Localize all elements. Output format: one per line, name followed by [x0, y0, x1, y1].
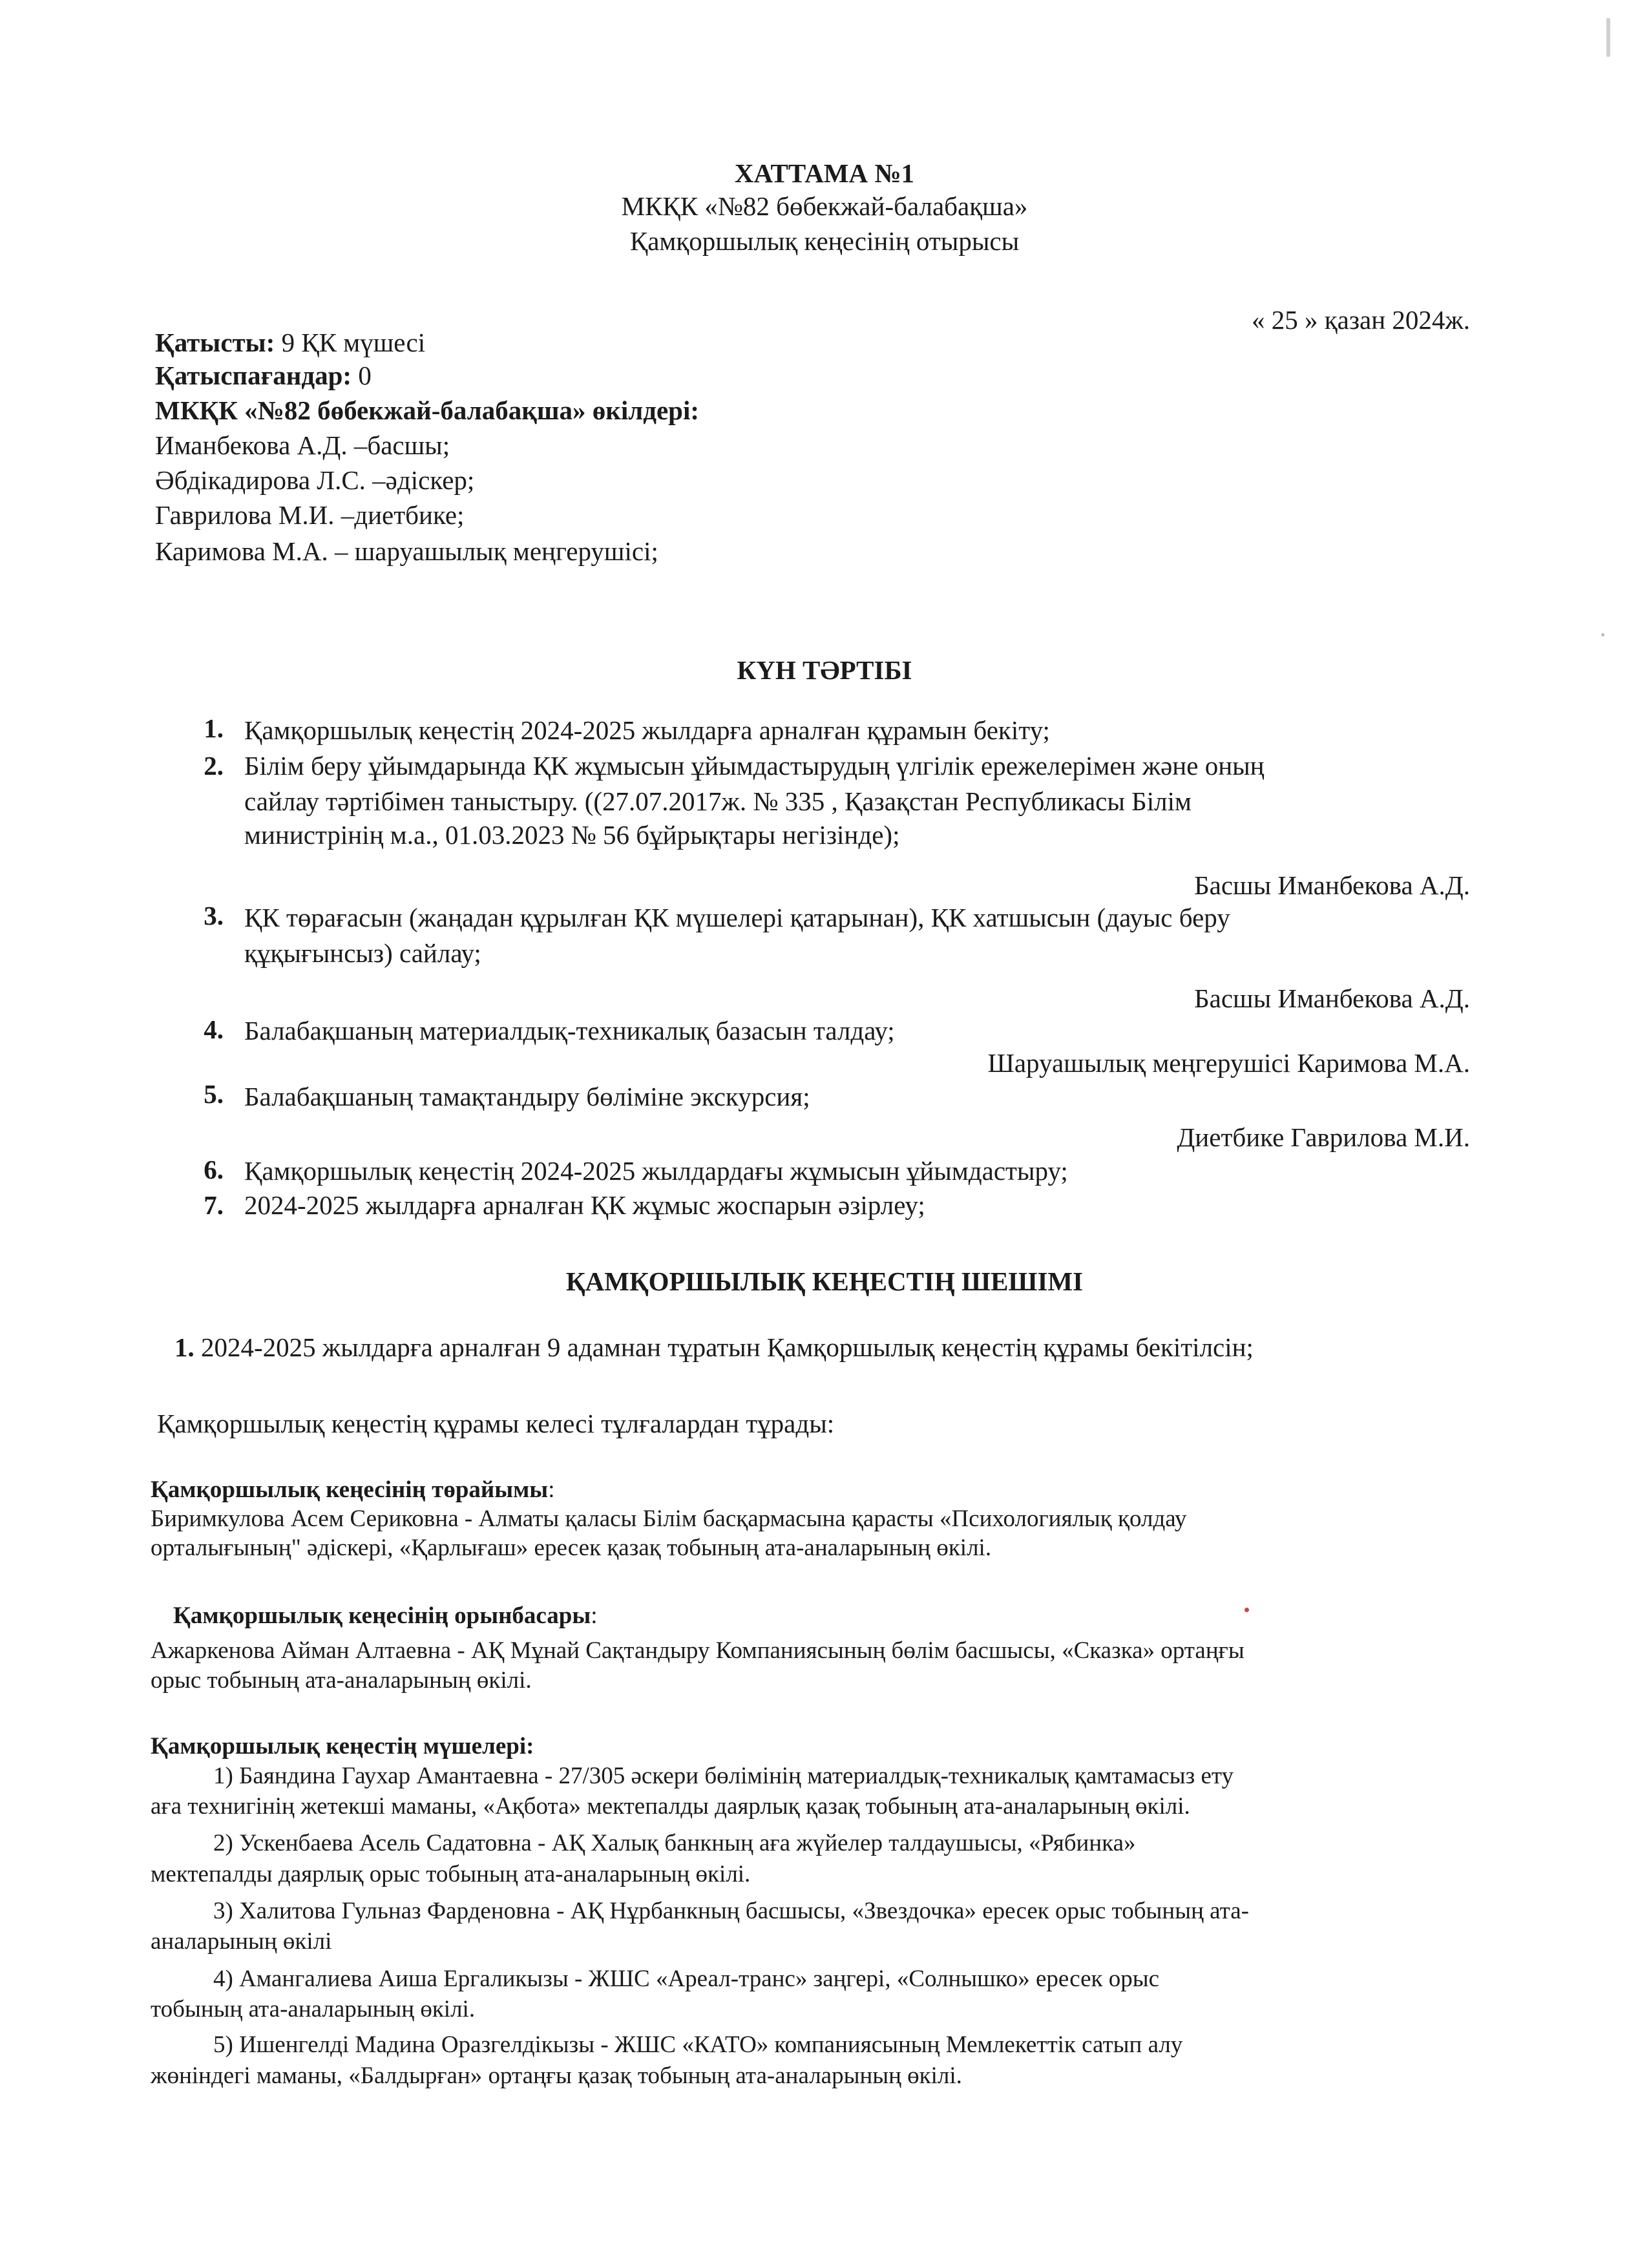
agenda-item-text: Балабақшаның тамақтандыру бөліміне экскурсия;: [244, 1082, 810, 1111]
representative-item: Каримова М.А. – шаруашылық меңгерушісі;: [155, 536, 658, 566]
members-heading: Қамқоршылық кеңестің мүшелері:: [151, 1733, 534, 1759]
composition-intro: Қамқоршылық кеңестің құрамы келесі тұлғалардан тұрады:: [157, 1409, 835, 1438]
absent-value: 0: [352, 361, 372, 390]
deputy-description: орыс тобының ата-аналарының өкілі.: [151, 1667, 532, 1694]
chair-label: Қамқоршылық кеңесінің төрайымы: [151, 1476, 549, 1503]
agenda-item-text: ҚК төрағасын (жаңадан құрылған ҚК мүшелері қатарынан), ҚК хатшысын (дауыс беру: [244, 903, 1230, 932]
attendance-absent: [155, 359, 372, 392]
agenda-item-number: 6.: [204, 1155, 224, 1184]
chair-description: орталығының" әдіскері, «Қарлығаш» ересек қазақ тобының ата-аналарының өкілі.: [151, 1535, 992, 1561]
chair-description: Биримкулова Асем Сериковна - Алматы қаласы Білім басқармасына қарасты «Психологиялық қолдау: [151, 1506, 1187, 1532]
agenda-item-number: 5.: [204, 1079, 224, 1109]
scan-speck: [1601, 633, 1604, 636]
member-item: 5) Ишенгелді Мадина Оразгелдікызы - ЖШС «КАТО» компаниясының Мемлекеттік сатып алу: [213, 2032, 1183, 2058]
member-item: аға технигінің жетекші маманы, «Ақбота» мектепалды даярлық қазақ тобының ата-аналарының өкілі.: [151, 1793, 1190, 1820]
agenda-item-text: Қамқоршылық кеңестің 2024-2025 жылдардағы жұмысын ұйымдастыру;: [244, 1156, 1068, 1186]
member-item: 1) Баяндина Гаухар Амантаевна - 27/305 әскери бөлімінің материалдық-техникалық қамтамасыз ету: [213, 1763, 1234, 1789]
agenda-item-responsible: Басшы Иманбекова А.Д.: [1194, 983, 1470, 1013]
absent-label: Қатыспағандар:: [155, 361, 352, 390]
meeting-date: « 25 » қазан 2024ж.: [1251, 305, 1470, 335]
member-item: аналарының өкілі: [151, 1928, 332, 1955]
member-item: 4) Амангалиева Аиша Ергаликызы - ЖШС «Ареал-транс» заңгері, «Солнышко» ересек орыс: [213, 1966, 1160, 1992]
member-item: 3) Халитова Гульназ Фарденовна - АҚ Нұрбанкның басшысы, «Звездочка» ересек орыс тобының ата-: [213, 1898, 1249, 1924]
decision-item-text: 2024-2025 жылдарға арналған 9 адамнан тұратын Қамқоршылық кеңестің құрамы бекітілсін;: [194, 1332, 1254, 1362]
document-title: ХАТТАМА №1: [734, 158, 915, 188]
member-item: жөніндегі маманы, «Балдырған» ортаңғы қазақ тобының ата-аналарының өкілі.: [151, 2063, 962, 2089]
decision-item-1: [174, 1331, 1254, 1363]
scan-mark: [1606, 18, 1610, 57]
agenda-item-number: 7.: [204, 1190, 224, 1220]
agenda-item-responsible: Басшы Иманбекова А.Д.: [1194, 870, 1470, 900]
agenda-item-text: 2024-2025 жылдарға арналған ҚК жұмыс жоспарын әзірлеу;: [244, 1190, 925, 1220]
representative-item: Иманбекова А.Д. –басшы;: [155, 430, 450, 460]
agenda-item-number: 4.: [204, 1014, 224, 1044]
member-item: мектепалды даярлық орыс тобының ата-аналарының өкілі.: [151, 1861, 751, 1887]
scan-speck: [1245, 1608, 1249, 1612]
chair-section: Қамқоршылық кеңесінің төрайымы:: [151, 1476, 555, 1503]
agenda-item-number: 2.: [204, 751, 224, 781]
agenda-item-number: 1.: [204, 713, 224, 743]
present-value: 9 ҚК мүшесі: [275, 328, 426, 357]
agenda-item-text: сайлау тәртібімен таныстыру. ((27.07.2017ж. № 335 , Қазақстан Республикасы Білім: [244, 786, 1192, 816]
agenda-item-text: құқығынсыз) сайлау;: [244, 938, 481, 968]
document-subtitle: Қамқоршылық кеңесінің отырысы: [629, 226, 1020, 256]
agenda-item-responsible: Шаруашылық меңгерушісі Каримова М.А.: [987, 1048, 1470, 1078]
deputy-label: Қамқоршылық кеңесінің орынбасары: [173, 1602, 591, 1629]
decision-heading: ҚАМҚОРШЫЛЫҚ КЕҢЕСТІҢ ШЕШІМІ: [565, 1266, 1084, 1296]
present-label: Қатысты:: [155, 328, 275, 357]
member-item: 2) Ускенбаева Асель Садатовна - АҚ Халық банкның аға жүйелер талдаушысы, «Рябинка»: [213, 1830, 1136, 1856]
agenda-heading: КҮН ТӘРТІБІ: [737, 655, 912, 685]
deputy-section: Қамқоршылық кеңесінің орынбасары:: [173, 1602, 598, 1629]
member-item: тобының ата-аналарының өкілі.: [151, 1996, 476, 2022]
agenda-item-text: Білім беру ұйымдарында ҚК жұмысын ұйымдастырудың үлгілік ережелерімен және оның: [244, 751, 1265, 781]
deputy-description: Ажаркенова Айман Алтаевна - АҚ Мұнай Сақтандыру Компаниясының бөлім басшысы, «Сказка» ортаңғы: [151, 1637, 1245, 1664]
agenda-item-text: Қамқоршылық кеңестің 2024-2025 жылдарға арналған құрамын бекіту;: [244, 715, 1050, 745]
agenda-item-text: министрінің м.а., 01.03.2023 № 56 бұйрықтары негізінде);: [244, 820, 900, 850]
representative-item: Әбдікадирова Л.С. –әдіскер;: [155, 465, 475, 495]
attendance-present: [155, 326, 425, 359]
organization-name: МКҚК «№82 бөбекжай-балабақша»: [621, 191, 1028, 221]
agenda-item-number: 3.: [204, 901, 224, 930]
agenda-item-text: Балабақшаның материалдық-техникалық базасын талдау;: [244, 1016, 895, 1045]
decision-item-number: 1.: [174, 1332, 194, 1362]
agenda-item-responsible: Диетбике Гаврилова М.И.: [1177, 1122, 1470, 1152]
representative-item: Гаврилова М.И. –диетбике;: [155, 500, 465, 530]
representatives-heading: МКҚК «№82 бөбекжай-балабақша» өкілдері:: [155, 395, 700, 425]
